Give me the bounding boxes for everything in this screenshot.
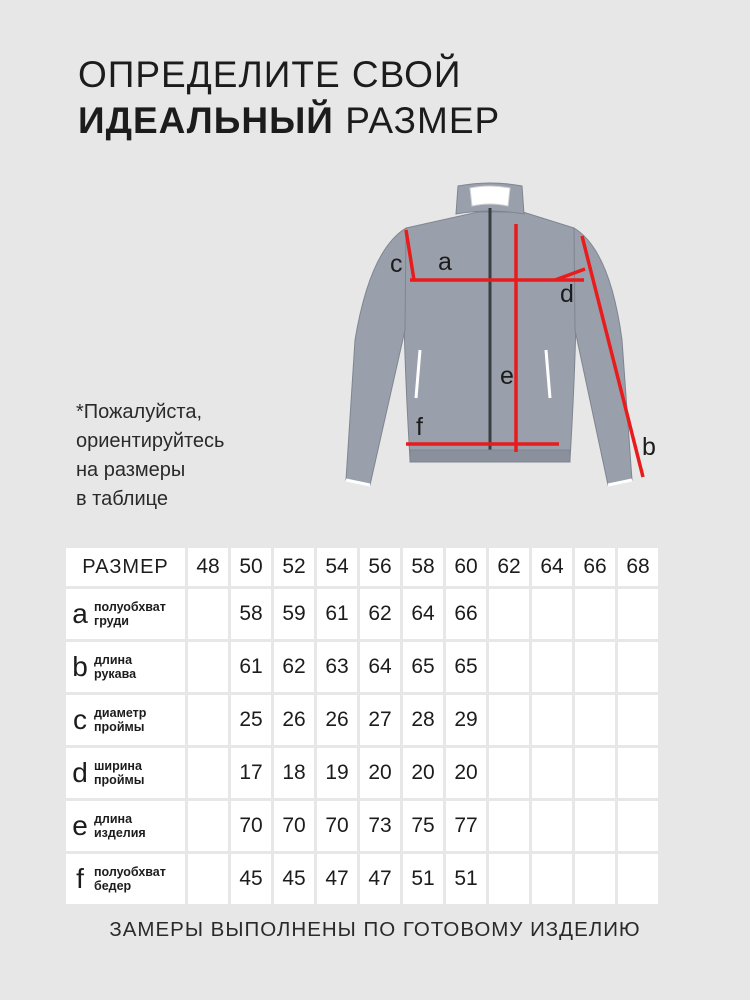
value-cell: [532, 589, 572, 639]
size-note: [76, 398, 224, 514]
value-cell: 20: [403, 748, 443, 798]
value-cell: 27: [360, 695, 400, 745]
value-cell: 29: [446, 695, 486, 745]
table-row: [66, 695, 658, 745]
value-cell: [188, 642, 228, 692]
size-header-cell: 58: [403, 548, 443, 586]
measure-a-label: a: [438, 248, 452, 276]
value-cell: [489, 748, 529, 798]
value-cell: 70: [274, 801, 314, 851]
title-regular: РАЗМЕР: [345, 100, 501, 141]
value-cell: [618, 695, 658, 745]
value-cell: 28: [403, 695, 443, 745]
note-line3: на размеры: [76, 459, 186, 481]
param-description: [94, 653, 136, 681]
value-cell: 65: [403, 642, 443, 692]
param-desc-line2: изделия: [94, 826, 146, 840]
value-cell: 25: [231, 695, 271, 745]
value-cell: 63: [317, 642, 357, 692]
value-cell: 51: [403, 854, 443, 904]
measure-b-label: b: [642, 433, 656, 461]
size-header-cell: 60: [446, 548, 486, 586]
param-letter: d: [72, 757, 88, 788]
value-cell: [188, 748, 228, 798]
value-cell: [489, 854, 529, 904]
value-cell: [575, 642, 615, 692]
value-cell: [532, 642, 572, 692]
value-cell: 45: [274, 854, 314, 904]
param-desc-line2: проймы: [94, 720, 145, 734]
value-cell: 51: [446, 854, 486, 904]
jacket-hem: [410, 450, 570, 462]
value-cell: [188, 854, 228, 904]
title-bold: ИДЕАЛЬНЫЙ: [78, 100, 334, 141]
value-cell: 26: [317, 695, 357, 745]
param-desc-line2: груди: [94, 614, 129, 628]
size-header-cell: 48: [188, 548, 228, 586]
param-letter: a: [72, 598, 88, 629]
value-cell: [618, 589, 658, 639]
value-cell: [532, 801, 572, 851]
measure-c-label: c: [390, 250, 403, 278]
param-desc-line2: бедер: [94, 879, 132, 893]
value-cell: [618, 642, 658, 692]
value-cell: [618, 801, 658, 851]
measure-d-label: d: [560, 280, 574, 308]
size-header-cell: 66: [575, 548, 615, 586]
value-cell: 17: [231, 748, 271, 798]
value-cell: 66: [446, 589, 486, 639]
value-cell: 65: [446, 642, 486, 692]
page-title: [78, 52, 500, 144]
param-description: [94, 706, 146, 734]
jacket-collar-inner: [470, 186, 510, 206]
param-label: [66, 653, 185, 681]
param-letter: e: [72, 810, 88, 841]
param-label: [66, 759, 185, 787]
value-cell: 70: [231, 801, 271, 851]
table-row: [66, 801, 658, 851]
jacket-right-sleeve: [574, 228, 632, 485]
measure-f-label: f: [416, 413, 423, 441]
param-cell: [66, 642, 185, 692]
value-cell: 64: [360, 642, 400, 692]
value-cell: 45: [231, 854, 271, 904]
value-cell: [575, 589, 615, 639]
value-cell: [489, 642, 529, 692]
value-cell: [188, 801, 228, 851]
value-cell: [188, 695, 228, 745]
param-letter: c: [73, 704, 87, 735]
value-cell: 77: [446, 801, 486, 851]
size-header-cell: 64: [532, 548, 572, 586]
footer-note: ЗАМЕРЫ ВЫПОЛНЕНЫ ПО ГОТОВОМУ ИЗДЕЛИЮ: [109, 918, 641, 941]
value-cell: [575, 695, 615, 745]
param-letter: f: [76, 863, 84, 894]
value-cell: 61: [231, 642, 271, 692]
value-cell: [188, 589, 228, 639]
value-cell: [489, 695, 529, 745]
size-header-cell: 52: [274, 548, 314, 586]
table-row: [66, 854, 658, 904]
jacket-illustration: [330, 180, 670, 500]
param-desc-line1: длина: [94, 812, 133, 826]
value-cell: [532, 695, 572, 745]
table-row: [66, 589, 658, 639]
value-cell: [618, 854, 658, 904]
param-letter: b: [72, 651, 88, 682]
value-cell: 26: [274, 695, 314, 745]
value-cell: 62: [360, 589, 400, 639]
value-cell: [575, 854, 615, 904]
value-cell: 47: [317, 854, 357, 904]
note-line1: *Пожалуйста,: [76, 401, 203, 423]
value-cell: 18: [274, 748, 314, 798]
size-header-label: РАЗМЕР: [66, 548, 185, 586]
title-line1: ОПРЕДЕЛИТЕ СВОЙ: [78, 54, 462, 95]
measure-e-label: e: [500, 362, 514, 390]
size-header-cell: 68: [618, 548, 658, 586]
jacket-diagram: [330, 180, 670, 500]
size-header-cell: 54: [317, 548, 357, 586]
param-description: [94, 759, 144, 787]
value-cell: 19: [317, 748, 357, 798]
value-cell: 70: [317, 801, 357, 851]
param-description: [94, 865, 166, 893]
param-cell: [66, 801, 185, 851]
param-description: [94, 812, 146, 840]
size-header-cell: 50: [231, 548, 271, 586]
param-desc-line1: длина: [94, 653, 133, 667]
param-desc-line1: полуобхват: [94, 865, 166, 879]
size-header-row: [66, 548, 658, 586]
note-line4: в таблице: [76, 488, 168, 510]
value-cell: [618, 748, 658, 798]
table-row: [66, 642, 658, 692]
title-line2: [78, 98, 500, 144]
value-cell: [532, 748, 572, 798]
param-desc-line1: ширина: [94, 759, 142, 773]
size-table: [63, 545, 661, 907]
value-cell: [575, 801, 615, 851]
param-cell: [66, 695, 185, 745]
param-label: [66, 812, 185, 840]
value-cell: [532, 854, 572, 904]
value-cell: 64: [403, 589, 443, 639]
param-desc-line1: полуобхват: [94, 600, 166, 614]
value-cell: [489, 589, 529, 639]
value-cell: 58: [231, 589, 271, 639]
value-cell: 73: [360, 801, 400, 851]
size-header-cell: 62: [489, 548, 529, 586]
note-line2: ориентируйтесь: [76, 430, 225, 452]
table-row: [66, 748, 658, 798]
param-label: [66, 865, 185, 893]
value-cell: 20: [446, 748, 486, 798]
param-label: [66, 600, 185, 628]
value-cell: [575, 748, 615, 798]
value-cell: 75: [403, 801, 443, 851]
value-cell: 61: [317, 589, 357, 639]
param-desc-line2: рукава: [94, 667, 137, 681]
param-cell: [66, 748, 185, 798]
param-description: [94, 600, 166, 628]
param-desc-line2: проймы: [94, 773, 145, 787]
param-label: [66, 706, 185, 734]
value-cell: 47: [360, 854, 400, 904]
value-cell: 59: [274, 589, 314, 639]
value-cell: [489, 801, 529, 851]
param-desc-line1: диаметр: [94, 706, 147, 720]
value-cell: 20: [360, 748, 400, 798]
param-cell: [66, 589, 185, 639]
param-cell: [66, 854, 185, 904]
value-cell: 62: [274, 642, 314, 692]
size-header-cell: 56: [360, 548, 400, 586]
